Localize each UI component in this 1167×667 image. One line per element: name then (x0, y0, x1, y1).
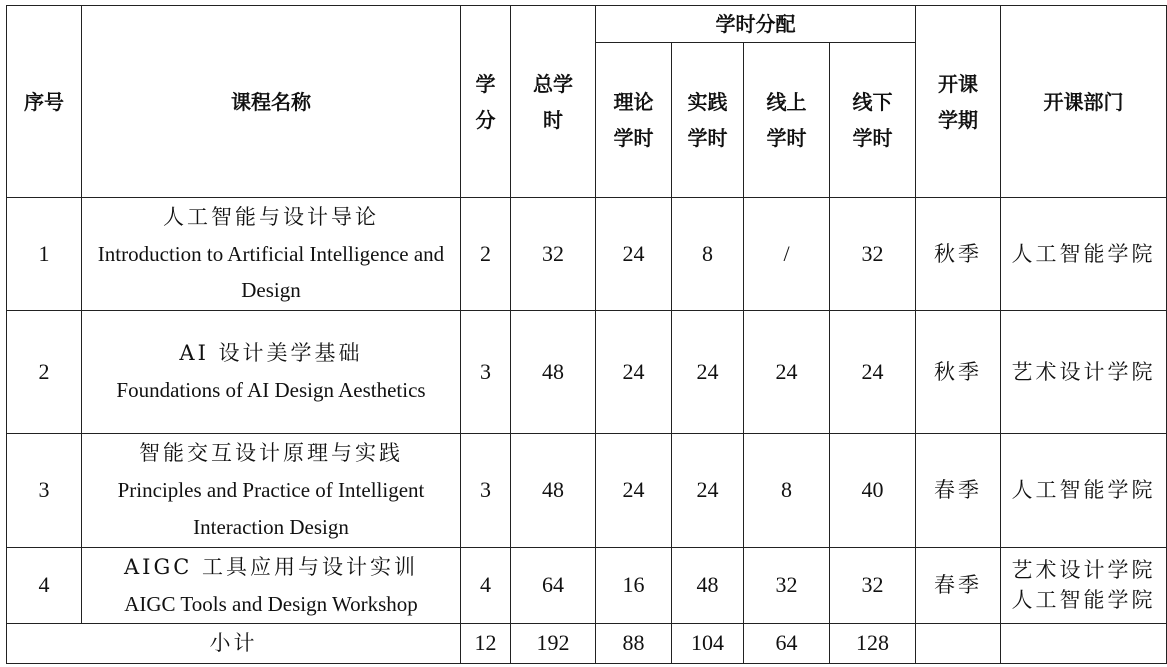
header-online (744, 43, 830, 198)
course-name-en: Foundations of AI Design Aesthetics (116, 378, 426, 402)
cell-credit: 3 (461, 311, 511, 434)
cell-theory: 24 (596, 434, 672, 548)
table-row (7, 434, 1167, 548)
header-credit (461, 6, 511, 198)
header-online-text: 线上学时 (766, 90, 807, 150)
dept-line-1: 艺术设计学院 (1011, 558, 1156, 583)
cell-term: 春季 (916, 434, 1001, 548)
table-row (7, 548, 1167, 624)
subtotal-term (916, 624, 1001, 664)
header-term (916, 6, 1001, 198)
course-name-zh: 智能交互设计原理与实践 (139, 441, 403, 466)
cell-theory: 24 (596, 311, 672, 434)
subtotal-theory: 88 (596, 624, 672, 664)
cell-practice: 8 (672, 198, 744, 311)
cell-name (82, 434, 461, 548)
subtotal-offline: 128 (830, 624, 916, 664)
subtotal-credit: 12 (461, 624, 511, 664)
cell-name (82, 198, 461, 311)
header-offline-text: 线下学时 (852, 90, 893, 150)
cell-theory: 24 (596, 198, 672, 311)
cell-practice: 24 (672, 434, 744, 548)
course-name-zh: AIGC 工具应用与设计实训 (124, 554, 418, 579)
cell-name (82, 311, 461, 434)
header-total-text: 总学时 (533, 71, 573, 132)
header-seq: 序号 (7, 6, 82, 198)
cell-term: 秋季 (916, 198, 1001, 311)
cell-dept: 人工智能学院 (1001, 198, 1167, 311)
cell-credit: 3 (461, 434, 511, 548)
cell-total: 48 (511, 311, 596, 434)
cell-dept (1001, 548, 1167, 624)
cell-total: 32 (511, 198, 596, 311)
course-name-en: Introduction to Artificial Intelligence and Design (97, 241, 445, 303)
course-name-zh: AI 设计美学基础 (179, 341, 363, 366)
course-table (6, 5, 1167, 664)
cell-offline: 32 (830, 548, 916, 624)
cell-credit: 4 (461, 548, 511, 624)
cell-term: 春季 (916, 548, 1001, 624)
cell-offline: 32 (830, 198, 916, 311)
cell-online: 24 (744, 311, 830, 434)
header-total (511, 6, 596, 198)
course-name-en: Principles and Practice of Intelligent Interaction Design (117, 478, 425, 539)
cell-name (82, 548, 461, 624)
cell-seq: 4 (7, 548, 82, 624)
cell-seq: 1 (7, 198, 82, 311)
header-alloc: 学时分配 (596, 6, 916, 43)
subtotal-online: 64 (744, 624, 830, 664)
header-name: 课程名称 (82, 6, 461, 198)
cell-total: 64 (511, 548, 596, 624)
subtotal-dept (1001, 624, 1167, 664)
table-row (7, 311, 1167, 434)
course-name-en: AIGC Tools and Design Workshop (124, 591, 418, 616)
cell-theory: 16 (596, 548, 672, 624)
course-name-zh: 人工智能与设计导论 (163, 204, 379, 229)
cell-total: 48 (511, 434, 596, 548)
cell-practice: 48 (672, 548, 744, 624)
header-dept: 开课部门 (1001, 6, 1167, 198)
dept-line-2: 人工智能学院 (1011, 587, 1156, 612)
header-term-text: 开课学期 (938, 71, 978, 132)
cell-term: 秋季 (916, 311, 1001, 434)
cell-practice: 24 (672, 311, 744, 434)
subtotal-row (7, 624, 1167, 664)
header-practice (672, 43, 744, 198)
cell-seq: 3 (7, 434, 82, 548)
cell-offline: 24 (830, 311, 916, 434)
header-theory (596, 43, 672, 198)
cell-online: / (744, 198, 830, 311)
cell-credit: 2 (461, 198, 511, 311)
subtotal-label: 小计 (7, 624, 461, 664)
cell-online: 8 (744, 434, 830, 548)
header-practice-text: 实践学时 (687, 90, 728, 150)
subtotal-practice: 104 (672, 624, 744, 664)
subtotal-total: 192 (511, 624, 596, 664)
header-theory-text: 理论学时 (613, 90, 654, 150)
cell-dept: 艺术设计学院 (1001, 311, 1167, 434)
cell-seq: 2 (7, 311, 82, 434)
cell-offline: 40 (830, 434, 916, 548)
header-credit-text: 学分 (475, 71, 496, 132)
cell-online: 32 (744, 548, 830, 624)
table-row (7, 198, 1167, 311)
header-offline (830, 43, 916, 198)
cell-dept: 人工智能学院 (1001, 434, 1167, 548)
